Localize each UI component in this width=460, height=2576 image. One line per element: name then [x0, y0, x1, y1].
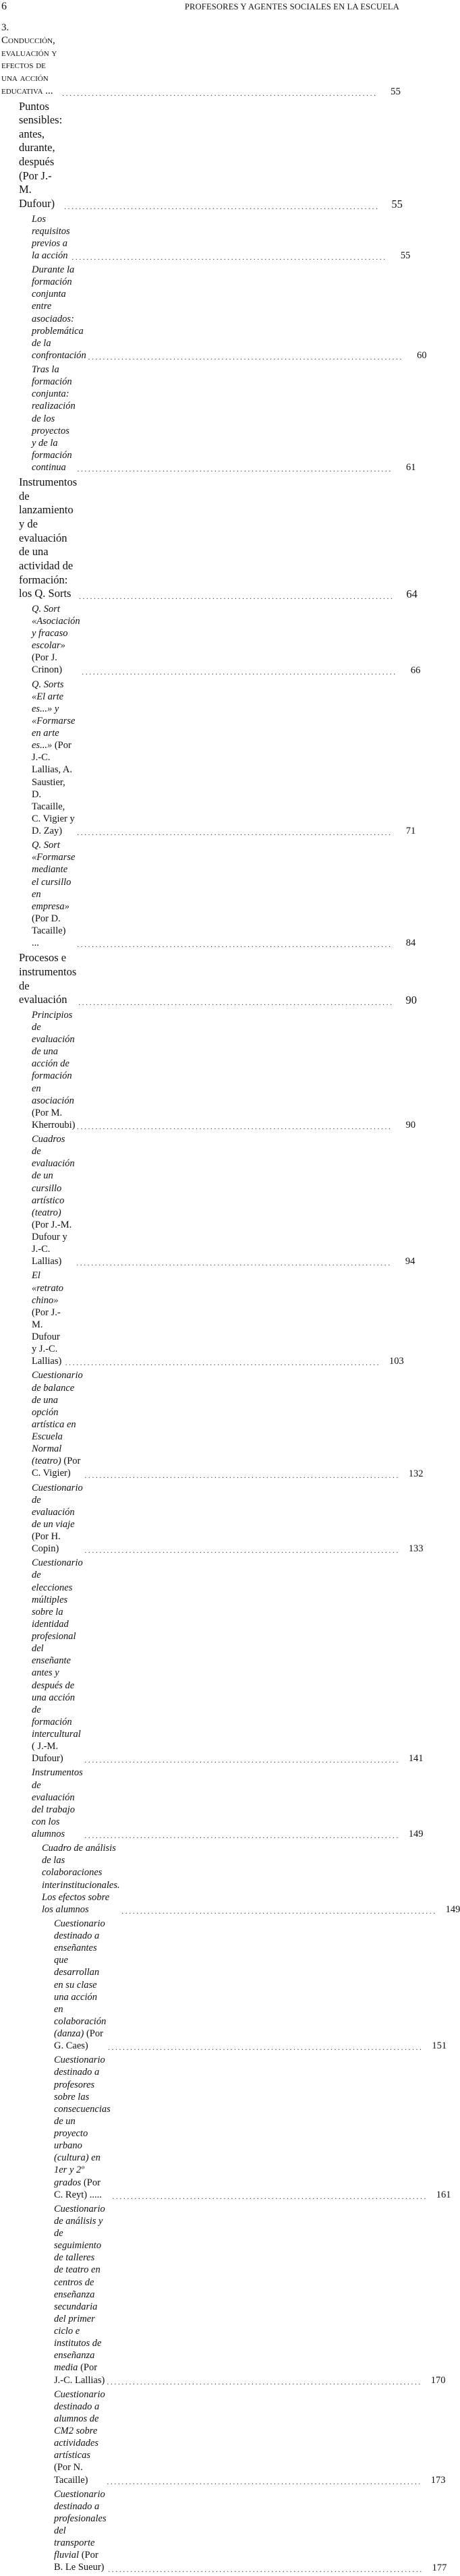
toc-page-number: 132	[408, 1468, 424, 1479]
toc-entry-title-part: (Por H. Copin)	[32, 1531, 61, 1555]
toc-entry-title-part: onducción, evaluación y efectos de una acción educativa	[1, 34, 57, 96]
toc-entry-title	[32, 1369, 83, 1479]
table-of-contents	[0, 22, 460, 2576]
toc-entry-title-part: (Por C. Vigier)	[32, 1456, 81, 1479]
toc-page-number: 71	[405, 826, 416, 837]
toc-entry	[0, 603, 421, 677]
toc-entry	[0, 2054, 451, 2201]
dot-leader: . . . . . . . . . . . . . . . . . . . . . . . . . . . . . . . . . . . . . . . . . . . . . . . . . . . . . . . . . . . . . . . . . . . . . . . . . . . . . . . . . . . . .	[84, 1756, 399, 1765]
page-header	[0, 0, 405, 16]
toc-page-number: 173	[430, 2474, 446, 2486]
toc-entry-title-part: (Por J.-M. Dufour y J.-C. Lallias)	[32, 1307, 62, 1367]
toc-entry	[0, 1767, 424, 1841]
toc-entry-title-part: ( J.-M. Dufour)	[32, 1741, 63, 1765]
toc-page-number: 133	[408, 1543, 424, 1555]
toc-entry-title	[54, 2388, 105, 2486]
dot-leader: . . . . . . . . . . . . . . . . . . . . . . . . . . . . . . . . . . . . . . . . . . . . . . . . . . . . . . . . . . . . . . . . . . . . . . . . . . . . . . . . . . . . .	[84, 1832, 399, 1841]
dot-leader: . . . . . . . . . . . . . . . . . . . . . . . . . . . . . . . . . . . . . . . . . . . . . . . . . . . . . . . . . . . . . . . . . . . . . . . . . . . . . . . . . . . . .	[78, 998, 392, 1007]
toc-entry-title-part: Cuestionario destinado a profesores sobre las consecuencias de un proyecto urbano (cultura) en 1er y 2º grados	[54, 2055, 111, 2188]
toc-entry-title-part: Instrumentos de lanzamiento y de evaluación de una actividad de formación: los Q. Sorts	[19, 476, 78, 600]
toc-page-number: 64	[406, 587, 418, 600]
toc-entry	[0, 1918, 447, 2053]
toc-entry-title-part: El «retrato chino»	[32, 1270, 63, 1306]
toc-page-number: 55	[391, 86, 401, 97]
toc-page-number: 151	[432, 2040, 447, 2052]
toc-entry-title-part: Cuestionario destinado a alumnos de CM2 sobre actividades artísticas	[54, 2388, 105, 2461]
toc-entry	[0, 1133, 415, 1268]
toc-entry-title-part: Cuadro de análisis de las colaboraciones interinstitucionales. Los efectos sobre los alumnos	[42, 1843, 120, 1915]
toc-entry-title	[32, 364, 76, 474]
dot-leader: . . . . . . . . . . . . . . . . . . . . . . . . . . . . . . . . . . . . . . . . . . . . . . . . . . . . . . . . . . . . . . . . . . . . . . . . . . . . . . . . . . . . .	[65, 1359, 379, 1368]
toc-entry-title-part: Cuadros de evaluación de un cursillo artístico (teatro)	[32, 1134, 75, 1218]
dot-leader: . . . . . . . . . . . . . . . . . . . . . . . . . . . . . . . . . . . . . . . . . . . . . . . . . . . . . . . . . . . . . . . . . . . . . . . . . . . . . . . . . . . . .	[84, 1547, 399, 1555]
toc-entry-title	[19, 100, 62, 211]
toc-entry	[0, 100, 405, 211]
toc-page-number: 60	[417, 350, 427, 361]
toc-entry-title	[1, 22, 60, 98]
toc-entry-title	[32, 1269, 63, 1367]
toc-entry-title-part: (Por D. Tacaille) ...	[32, 913, 66, 949]
toc-entry	[0, 1269, 405, 1367]
toc-entry-title-part: 3. C	[1, 22, 9, 46]
toc-entry	[0, 1482, 424, 1555]
toc-entry-title-part: (Por J. Crinon)	[32, 652, 63, 676]
toc-entry-title-part: (Por N. Tacaille)	[54, 2462, 88, 2486]
toc-entry-title-part: Cuestionario de elecciones múltiples sobre la identidad profesional del enseñante antes y después de una acción de formación intercultural	[32, 1557, 83, 1740]
toc-entry-title-part: (Por B. Le Sueur)	[54, 2550, 105, 2573]
toc-entry-title	[19, 951, 76, 1007]
toc-entry-title	[19, 476, 77, 601]
toc-entry-title-part: Principios de evaluación de una acción de formación en asociación	[32, 1009, 75, 1106]
toc-entry	[0, 22, 405, 98]
dot-leader: . . . . . . . . . . . . . . . . . . . . . . . . . . . . . . . . . . . . . . . . . . . . . . . . . . . . . . . . . . . . . . . . . . . . . . . . . . . . . . . . . . . . .	[107, 2378, 421, 2386]
page-number: 6	[1, 1, 7, 12]
toc-entry-title-part: Cuestionario de balance de una opción artística en Escuela Normal (teatro)	[32, 1370, 83, 1467]
dot-leader: . . . . . . . . . . . . . . . . . . . . . . . . . . . . . . . . . . . . . . . . . . . . . . . . . . . . . . . . . . . . . . . . . . . . . . . . . . . . . . . . . . . . .	[112, 2192, 426, 2201]
toc-entry	[0, 1009, 416, 1131]
toc-page-number: 90	[405, 1120, 416, 1130]
dot-leader: . . . . . . . . . . . . . . . . . . . . . . . . . . . . . . . . . . . . . . . . . . . . . . . . . . . . . . . . . . . . . . . . . . . . . . . . . . . . . . . . . . . . .	[62, 89, 376, 98]
dot-leader: . . . . . . . . . . . . . . . . . . . . . . . . . . . . . . . . . . . . . . . . . . . . . . . . . . . . . . . . . . . . . . . . . . . . . . . . . . . . . . . . . . . . .	[88, 353, 402, 362]
toc-entry	[0, 2488, 447, 2574]
toc-entry-title	[32, 1767, 83, 1840]
toc-entry-title	[54, 1918, 106, 2052]
toc-page-number: 170	[430, 2374, 446, 2386]
toc-page-number: 55	[400, 250, 411, 261]
toc-entry	[0, 1557, 424, 1765]
dot-leader: . . . . . . . . . . . . . . . . . . . . . . . . . . . . . . . . . . . . . . . . . . . . . . . . . . . . . . . . . . . . . . . . . . . . . . . . . . . . . . . . . . . . .	[79, 592, 393, 601]
toc-entry	[0, 951, 417, 1007]
toc-entry	[0, 1842, 460, 1916]
toc-entry-title-part: (Por J.-C. Lallias)	[54, 2362, 105, 2386]
toc-entry-title	[54, 2054, 111, 2201]
toc-entry	[0, 1369, 424, 1480]
toc-entry-title	[32, 679, 75, 838]
toc-entry-title-part: (Por M. Kherroubi)	[32, 1107, 76, 1130]
toc-entry-title	[32, 1482, 83, 1555]
toc-entry-title	[32, 264, 86, 362]
toc-entry	[0, 364, 416, 474]
toc-entry-title-part: Instrumentos de evaluación del trabajo con los alumnos	[32, 1767, 83, 1839]
toc-page-number: 90	[405, 993, 417, 1006]
toc-entry	[0, 213, 411, 262]
toc-entry-title	[32, 213, 70, 262]
toc-entry-title-part: Q. Sorts «El arte es...» y «Formarse en arte es...»	[32, 679, 76, 751]
toc-page-number: 94	[405, 1256, 415, 1267]
dot-leader: . . . . . . . . . . . . . . . . . . . . . . . . . . . . . . . . . . . . . . . . . . . . . . . . . . . . . . . . . . . . . . . . . . . . . . . . . . . . . . . . . . . . .	[107, 2478, 421, 2486]
toc-entry	[0, 2388, 446, 2486]
toc-page-number: 141	[408, 1753, 424, 1765]
toc-page-number: 103	[389, 1356, 404, 1367]
toc-entry	[0, 839, 416, 950]
toc-entry-title-part: Cuestionario de análisis y de seguimiento de talleres de teatro en centros de enseñanza secundaria del primer ciclo e institutos de enseñanza media	[54, 2203, 105, 2374]
toc-entry-title-part: ...	[42, 85, 53, 96]
dot-leader: . . . . . . . . . . . . . . . . . . . . . . . . . . . . . . . . . . . . . . . . . . . . . . . . . . . . . . . . . . . . . . . . . . . . . . . . . . . . . . . . . . . . .	[84, 1471, 399, 1480]
toc-entry	[0, 264, 427, 362]
toc-entry-title	[32, 1009, 75, 1131]
dot-leader: . . . . . . . . . . . . . . . . . . . . . . . . . . . . . . . . . . . . . . . . . . . . . . . . . . . . . . . . . . . . . . . . . . . . . . . . . . . . . . . . . . . . .	[121, 1907, 436, 1916]
toc-entry-title-part: (Por J.-M. Dufour y J.-C. Lallias)	[32, 1219, 72, 1267]
dot-leader: . . . . . . . . . . . . . . . . . . . . . . . . . . . . . . . . . . . . . . . . . . . . . . . . . . . . . . . . . . . . . . . . . . . . . . . . . . . . . . . . . . . . .	[76, 1259, 391, 1268]
toc-page-number: 61	[405, 462, 416, 474]
toc-entry-title	[54, 2203, 105, 2386]
toc-entry-title-part: (Por C. Reyt) .....	[54, 2177, 102, 2200]
toc-entry-title	[32, 839, 75, 949]
dot-leader: . . . . . . . . . . . . . . . . . . . . . . . . . . . . . . . . . . . . . . . . . . . . . . . . . . . . . . . . . . . . . . . . . . . . . . . . . . . . . . . . . . . . .	[82, 668, 396, 677]
running-head: PROFESORES Y AGENTES SOCIALES EN LA ESCUELA	[184, 2, 399, 11]
toc-entry-title-part: (Por G. Caes)	[54, 2028, 103, 2052]
toc-page-number: 149	[445, 1904, 460, 1915]
toc-entry-title-part: Cuestionario de evaluación de un viaje	[32, 1482, 83, 1530]
dot-leader: . . . . . . . . . . . . . . . . . . . . . . . . . . . . . . . . . . . . . . . . . . . . . . . . . . . . . . . . . . . . . . . . . . . . . . . . . . . . . . . . . . . . .	[77, 465, 391, 474]
toc-entry-title-part: Tras la formación conjunta: realización de los proyectos y de la formación continua	[32, 364, 76, 473]
toc-page-number: 161	[436, 2189, 451, 2200]
dot-leader: . . . . . . . . . . . . . . . . . . . . . . . . . . . . . . . . . . . . . . . . . . . . . . . . . . . . . . . . . . . . . . . . . . . . . . . . . . . . . . . . . . . . .	[77, 1123, 391, 1131]
toc-entry-title-part: Q. Sort «Asociación y fracaso escolar»	[32, 603, 80, 652]
toc-page-number: 149	[408, 1829, 424, 1840]
toc-page-number: 55	[391, 197, 403, 210]
toc-entry	[0, 476, 418, 601]
toc-entry	[0, 679, 416, 838]
toc-entry-title-part: (Por J.-C. Lallias, A. Saustier, D. Tacaille, C. Vigier y D. Zay)	[32, 740, 75, 836]
dot-leader: . . . . . . . . . . . . . . . . . . . . . . . . . . . . . . . . . . . . . . . . . . . . . . . . . . . . . . . . . . . . . . . . . . . . . . . . . . . . . . . . . . . . .	[108, 2044, 422, 2053]
dot-leader: . . . . . . . . . . . . . . . . . . . . . . . . . . . . . . . . . . . . . . . . . . . . . . . . . . . . . . . . . . . . . . . . . . . . . . . . . . . . . . . . . . . . .	[77, 829, 391, 838]
toc-entry-title-part: Puntos sensibles: antes, durante, después (Por J.-M. Dufour)	[19, 99, 63, 210]
toc-entry-title	[32, 1557, 83, 1765]
toc-entry-title-part: Q. Sort «Formarse mediante el cursillo en empresa»	[32, 840, 76, 912]
toc-entry-title	[32, 1133, 75, 1267]
toc-page-number: 84	[405, 938, 416, 949]
dot-leader: . . . . . . . . . . . . . . . . . . . . . . . . . . . . . . . . . . . . . . . . . . . . . . . . . . . . . . . . . . . . . . . . . . . . . . . . . . . . . . . . . . . . .	[77, 941, 391, 950]
dot-leader: . . . . . . . . . . . . . . . . . . . . . . . . . . . . . . . . . . . . . . . . . . . . . . . . . . . . . . . . . . . . . . . . . . . . . . . . . . . . . . . . . . . . .	[108, 2565, 422, 2574]
toc-entry-title-part: Procesos e instrumentos de evaluación	[19, 951, 77, 1006]
toc-entry-title	[42, 1842, 120, 1916]
toc-entry-title-part: Los requisitos previos a la acción	[32, 213, 70, 261]
dot-leader: . . . . . . . . . . . . . . . . . . . . . . . . . . . . . . . . . . . . . . . . . . . . . . . . . . . . . . . . . . . . . . . . . . . . . . . . . . . . . . . . . . . . .	[64, 202, 378, 211]
toc-entry-title-part: Cuestionario destinado a enseñantes que desarrollan en su clase una acción en colaboración (danza)	[54, 1918, 107, 2039]
dot-leader: . . . . . . . . . . . . . . . . . . . . . . . . . . . . . . . . . . . . . . . . . . . . . . . . . . . . . . . . . . . . . . . . . . . . . . . . . . . . . . . . . . . . .	[71, 254, 386, 262]
toc-page-number: 177	[432, 2562, 447, 2573]
toc-entry-title	[54, 2488, 107, 2574]
toc-entry-title-part: Durante la formación conjunta entre asociados: problemática de la confrontación	[32, 264, 86, 361]
toc-page-number: 66	[410, 664, 421, 676]
toc-entry-title-part: Cuestionario destinado a profesionales del transporte fluvial	[54, 2488, 107, 2561]
toc-entry-title	[32, 603, 80, 677]
toc-entry	[0, 2203, 446, 2386]
